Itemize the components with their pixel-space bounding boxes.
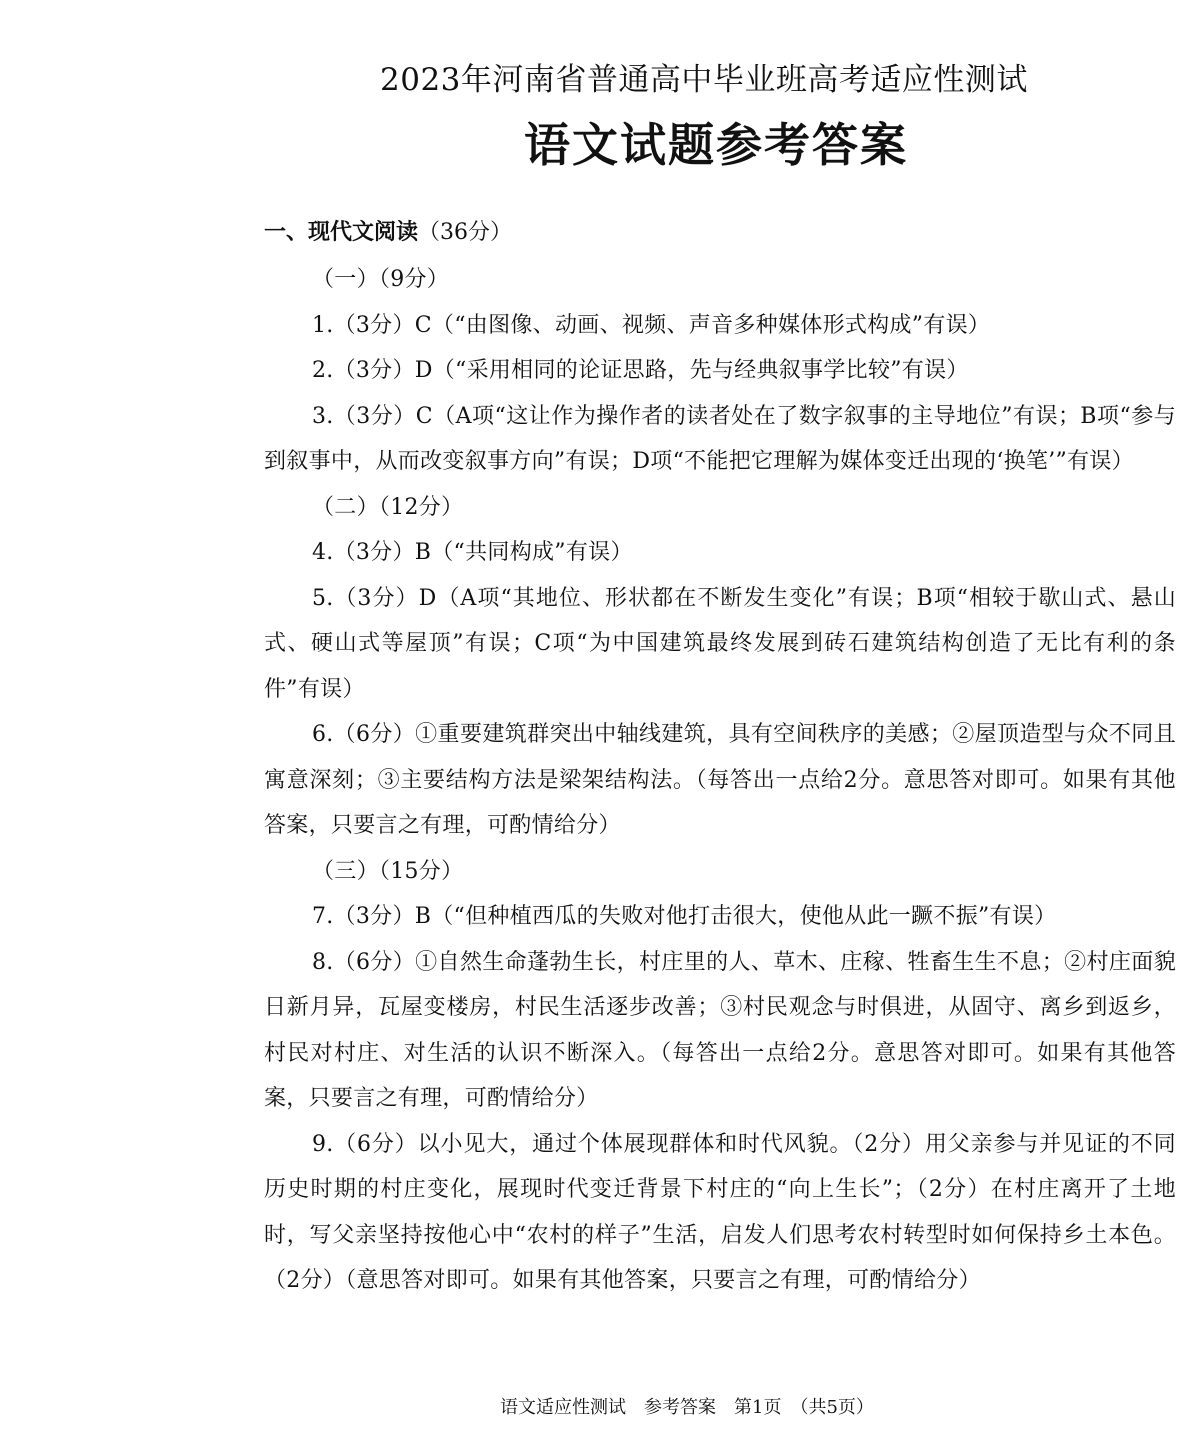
page-title: 语文试题参考答案	[524, 118, 908, 172]
answer-9: 9.（6分）以小见大，通过个体展现群体和时代风貌。（2分）用父亲参与并见证的不同历史时期的村庄变化，展现时代变迁背景下村庄的“向上生长”；（2分）在村庄离开了土地时，写父亲坚持按他心中“农村的样子”生活，启发人们思考农村转型时如何保持乡土本色。（2分）（意思答对即可。如果有其他答案，只要言之有理，可酌情给分）	[264, 1131, 1176, 1293]
answer-8: 8.（6分）①自然生命蓬勃生长，村庄里的人、草木、庄稼、牲畜生生不息；②村庄面貌日新月异，瓦屋变楼房，村民生活逐步改善；③村民观念与时俱进，从固守、离乡到返乡，村民对村庄、对生活的认识不断深入。（每答出一点给2分。意思答对即可。如果有其他答案，只要言之有理，可酌情给分）	[264, 949, 1176, 1111]
answer-2: 2.（3分）D（“采用相同的论证思路，先与经典叙事学比较”有误）	[312, 358, 969, 383]
subsection-two-heading: （二）（12分）	[312, 494, 464, 520]
answer-1: 1.（3分）C（“由图像、动画、视频、声音多种媒体形式构成”有误）	[312, 312, 991, 338]
answer-4: 4.（3分）B（“共同构成”有误）	[312, 540, 633, 565]
answer-3: 3.（3分）C（A项“这让作为操作者的读者处在了数字叙事的主导地位”有误；B项“参与到叙事中，从而改变叙事方向”有误；D项“不能把它理解为媒体变迁出现的‘换笔’”有误）	[264, 403, 1176, 474]
section-heading	[264, 212, 512, 253]
page-footer: 语文适应性测试 参考答案 第1页 （共5页）	[500, 1397, 874, 1418]
answer-6: 6.（6分）①重要建筑群突出中轴线建筑，具有空间秩序的美感；②屋顶造型与众不同且寓意深刻；③主要结构方法是梁架结构法。（每答出一点给2分。意思答对即可。如果有其他答案，只要言之有理，可酌情给分）	[264, 722, 1176, 838]
answer-list	[264, 257, 1176, 1304]
section-heading-text: 一、现代文阅读	[264, 219, 419, 245]
answer-7: 7.（3分）B（“但种植西瓜的失败对他打击很大，使他从此一蹶不振”有误）	[312, 904, 1057, 929]
answer-5: 5.（3分）D（A项“其地位、形状都在不断发生变化”有误；B项“相较于歇山式、悬山式、硬山式等屋顶”有误；C项“为中国建筑最终发展到砖石建筑结构创造了无比有利的条件”有误）	[264, 585, 1176, 702]
subsection-one-heading: （一）（9分）	[312, 267, 450, 292]
section-heading-score: （36分）	[418, 220, 513, 245]
subsection-three-heading: （三）（15分）	[312, 858, 464, 884]
exam-header: 2023年河南省普通高中毕业班高考适应性测试	[380, 62, 1028, 98]
